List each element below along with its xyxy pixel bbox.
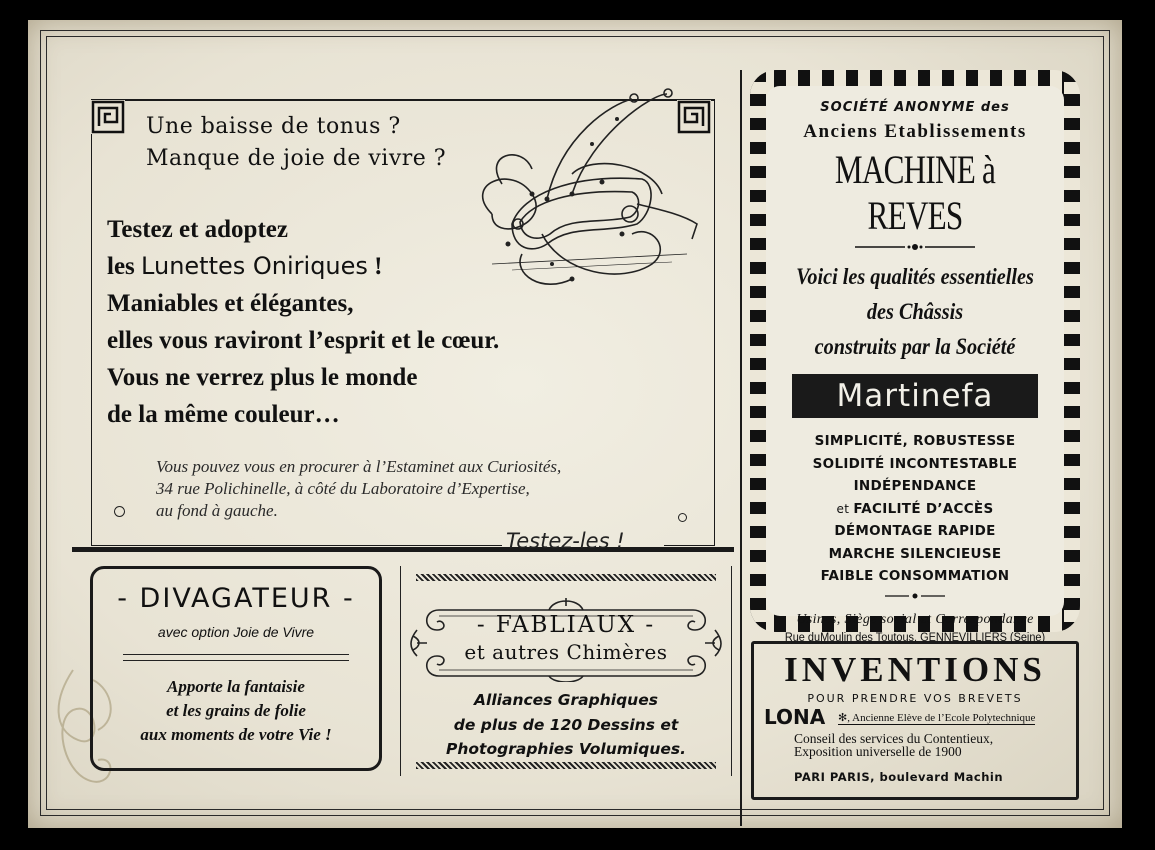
address-note: [156, 456, 561, 522]
question-block: [146, 111, 446, 175]
ornament-divider-icon: [885, 592, 945, 600]
headline-line-1: Testez et adoptez: [107, 216, 288, 243]
note-line-2: 34 rue Polichinelle, à côté du Laboratoire d’Expertise,: [156, 479, 530, 498]
quality-facilite: FACILITÉ D’ACCÈS: [853, 500, 994, 517]
column-divider: [740, 70, 742, 826]
headline-line-5: Vous ne verrez plus le monde: [107, 364, 418, 391]
quality-item: SOLIDITÉ INCONTESTABLE: [812, 455, 1018, 472]
ornament-divider-icon: [855, 243, 975, 251]
divagateur-line-3: aux moments de votre Vie !: [140, 725, 332, 744]
note-line-1: Vous pouvez vous en procurer à l’Estaminet aux Curiosités,: [156, 457, 562, 476]
quality-item: FAIBLE CONSOMMATION: [820, 568, 1010, 584]
ring-dot-icon: [678, 513, 687, 522]
asterisk-icon: ✻,: [838, 712, 850, 724]
headline-line-6: de la même couleur…: [107, 401, 340, 428]
lona-credentials-text: Ancienne Elève de l’Ecole Polytechnique: [852, 712, 1036, 724]
fabliaux-line-1: Alliances Graphiques: [474, 691, 658, 709]
lunettes-ad: [91, 99, 715, 553]
conseil-line-1: Conseil des services du Contentieux,: [794, 731, 994, 746]
question-2: Manque de joie de vivre ?: [146, 146, 447, 171]
ad-border-bottom: [92, 545, 502, 547]
conseil-line-2: Exposition universelle de 1900: [794, 744, 962, 759]
qualities-list: [766, 430, 1064, 588]
quality-item: INDÉPENDANCE: [853, 478, 977, 494]
testez-caption: Testez-les !: [506, 529, 625, 553]
quality-item: MARCHE SILENCIEUSE: [828, 545, 1002, 562]
quality-et: et: [836, 501, 854, 516]
divagateur-line-1: Apporte la fantaisie: [167, 677, 305, 696]
divagateur-option: avec option Joie de Vivre: [157, 624, 315, 640]
divagateur-line-2: et les grains de folie: [166, 701, 306, 720]
lona-credentials: [838, 711, 1035, 725]
newspaper-page: [28, 20, 1122, 828]
paris-address: PARI PARIS, boulevard Machin: [794, 770, 1004, 784]
fabliaux-ad: [400, 566, 732, 776]
question-1: Une baisse de tonus ?: [146, 114, 401, 139]
headline-line-2-suffix: !: [367, 253, 383, 280]
anciens-line: Anciens Etablissements: [803, 121, 1027, 142]
inventions-subtitle: POUR PRENDRE VOS BREVETS: [807, 692, 1023, 705]
headline-line-2: [107, 248, 499, 285]
usines-line: Usines, Siège social et Correspondance: [796, 611, 1034, 627]
headline-block: [107, 211, 499, 433]
fabliaux-line-2: de plus de 120 Dessins et: [453, 715, 679, 734]
martinefa-brand: Martinefa: [792, 374, 1038, 418]
divagateur-text: [93, 675, 379, 747]
hatched-band: [416, 762, 716, 769]
divagateur-ad: [90, 566, 382, 771]
double-rule: [123, 654, 349, 661]
ad-border-bottom-right: [664, 545, 714, 547]
voici-block: [784, 259, 1046, 364]
hatched-band: [416, 574, 716, 581]
headline-line-4: elles vous raviront l’esprit et le cœur.: [107, 327, 500, 354]
note-line-3: au fond à gauche.: [156, 501, 278, 520]
lona-name: LONA: [764, 705, 826, 729]
ring-dot-icon: [114, 506, 125, 517]
conseil-block: [794, 732, 993, 758]
fabliaux-subtitle: et autres Chimères: [464, 640, 668, 664]
divagateur-title: - DIVAGATEUR -: [117, 583, 355, 614]
inventions-ad: [751, 641, 1079, 800]
address-line: Rue duMoulin des Toutous, GENNEVILLIERS (Seine): [784, 631, 1046, 644]
fabliaux-text: [401, 688, 731, 762]
machine-a-reves-ad: [766, 86, 1064, 644]
quality-item: SIMPLICITÉ, ROBUSTESSE: [814, 433, 1016, 449]
quality-item: DÉMONTAGE RAPIDE: [834, 523, 996, 539]
section-divider: [72, 547, 734, 552]
fabliaux-title: - FABLIAUX -: [476, 612, 656, 638]
inventions-title: INVENTIONS: [784, 650, 1046, 689]
machine-title: MACHINE à REVES: [834, 147, 996, 238]
voici-line-1: Voici les qualités essentielles: [796, 264, 1034, 289]
societe-line: SOCIÉTÉ ANONYME des: [820, 100, 1010, 115]
headline-line-3: Maniables et élégantes,: [107, 290, 354, 317]
brand-name: Lunettes Oniriques: [141, 252, 368, 280]
quality-item: [766, 498, 1064, 521]
voici-line-3: construits par la Société: [814, 334, 1016, 359]
headline-line-2-prefix: les: [107, 253, 142, 280]
fabliaux-line-3: Photographies Volumiques.: [446, 740, 686, 758]
meander-corner-icon: [91, 100, 125, 134]
voici-line-2: des Châssis: [866, 299, 964, 324]
